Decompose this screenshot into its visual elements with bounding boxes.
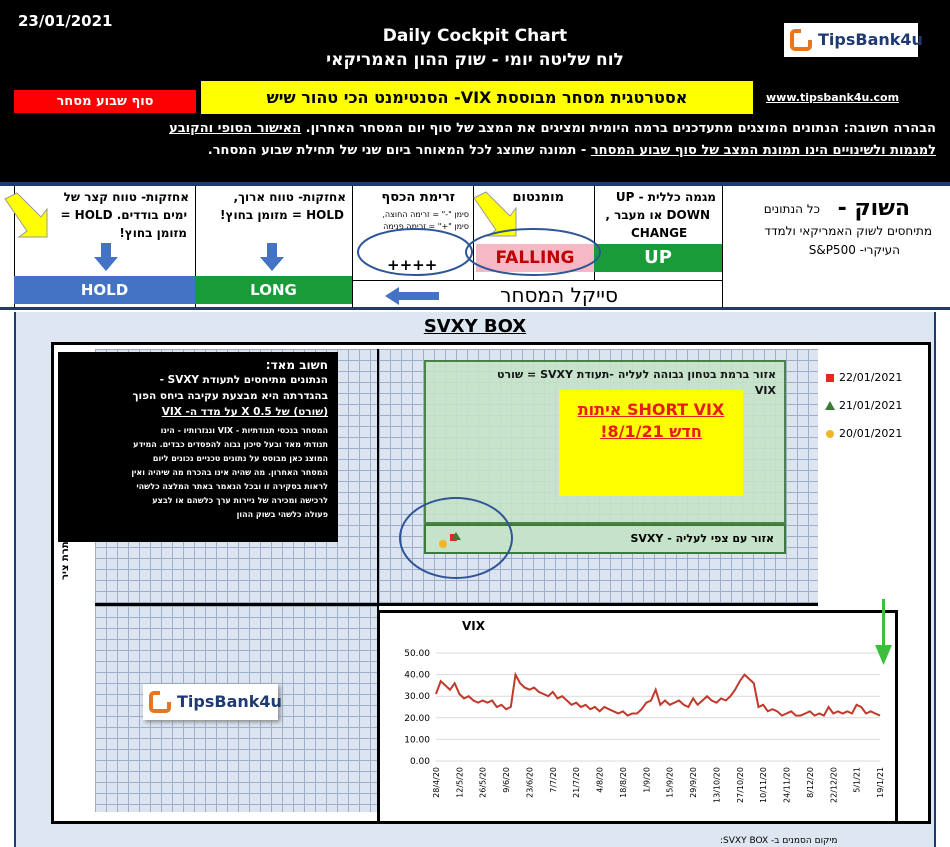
legend-label: 20/01/2021 <box>839 427 903 440</box>
x-tick-label: 27/10/20 <box>735 767 745 803</box>
important-line: המסחר האחרון. מה שהיה אינו בהכרח מה שיהיה ואין <box>131 468 328 477</box>
yellow-arrow-icon <box>3 191 51 239</box>
short-value: HOLD <box>14 276 195 304</box>
x-tick-label: 5/1/21 <box>852 767 862 793</box>
important-line: בהגדרתה היא מבצעת עקיבה ביחס הפוך <box>132 390 328 402</box>
zone-bottom-text: אזור עם צפי לעליה - SVXY <box>630 532 774 545</box>
marker-20-01 <box>439 540 447 548</box>
signal-line-1: איתות SHORT VIX <box>577 400 725 419</box>
down-arrow-icon <box>92 243 120 273</box>
important-title: חשוב מאד: <box>265 358 328 372</box>
money-title: זרימת הכסף <box>381 190 455 205</box>
website-link[interactable]: www.tipsbank4u.com <box>766 91 900 104</box>
logo-text: TipsBank4u <box>818 30 923 49</box>
markers-ellipse <box>398 494 518 584</box>
date-label: 23/01/2021 <box>18 12 113 30</box>
legend-triangle-icon <box>825 401 835 411</box>
trend-sub-1: DOWN או מעבר , <box>605 208 710 222</box>
money-value: ++++ <box>387 256 438 274</box>
zone-top-text-1: אזור ברמת בטחון גבוהה לעליה -תעודת SVXY = שורט <box>497 368 776 381</box>
green-down-arrow-icon <box>874 599 894 667</box>
important-line: (שורט) של X 0.5 על מדד ה- VIX <box>161 406 328 418</box>
y-tick-label: 40.00 <box>404 670 430 681</box>
notice-text-2a: למגמות ולשינויים הינו תמונת המצב של סוף שבוע המסחר <box>590 143 936 158</box>
axis-horizontal <box>95 603 818 606</box>
x-tick-label: 26/5/20 <box>478 767 488 798</box>
x-tick-label: 15/9/20 <box>665 767 675 798</box>
important-line: תנודתי מאד ובעל סיכון גבוה להפסדים כבדים. המידע <box>133 440 328 449</box>
x-tick-label: 19/1/21 <box>876 767 885 798</box>
x-tick-label: 24/11/20 <box>782 767 792 803</box>
market-cell <box>722 186 940 308</box>
cycle-row <box>352 280 722 308</box>
x-tick-label: 13/10/20 <box>712 767 722 803</box>
market-sub-2: מתיחסים לשוק האמריקאי ולמדד <box>764 224 932 238</box>
notice-line-2 <box>12 143 936 158</box>
notice-text-2b: - תמונה שתוצג לכל המאוחר ביום שני של תחילת שבוע המסחר. <box>207 143 587 158</box>
vix-chart-title: VIX <box>462 619 486 633</box>
y-tick-label: 30.00 <box>404 692 430 703</box>
long-sub: HOLD = מזומן בחוץ! <box>220 208 344 222</box>
x-tick-label: 9/6/20 <box>502 767 512 793</box>
x-tick-label: 1/9/20 <box>642 767 652 793</box>
logo-box[interactable] <box>784 23 923 57</box>
short-sub-1: ימים בודדים. HOLD = <box>60 208 187 222</box>
long-value: LONG <box>195 276 352 304</box>
important-line: הנתונים מתיחסים לתעודת SVXY - <box>159 374 328 386</box>
short-title: אחזקות- טווח קצר של <box>63 190 189 204</box>
x-tick-label: 22/12/20 <box>829 767 839 803</box>
short-sub-2: מזומן בחוץ! <box>119 226 187 240</box>
market-sub-1: כל הנתונים <box>763 202 820 216</box>
money-sub-2: סימן "+" = זרימה פנימה <box>383 222 469 231</box>
zone-top-text-2: VIX <box>754 384 776 397</box>
logo-icon <box>790 29 812 51</box>
y-tick-label: 0.00 <box>409 757 430 767</box>
important-line: המסחר בנכסי תנודתיות - VIX ונגזרותיו - הינו <box>160 426 328 435</box>
x-tick-label: 23/6/20 <box>525 767 535 798</box>
x-tick-label: 18/8/20 <box>618 767 628 798</box>
legend-square-icon <box>826 374 834 382</box>
highlight-ellipse <box>463 226 603 278</box>
momentum-value: FALLING <box>476 244 594 272</box>
notice-text-1b: האישור הסופי והקובע <box>169 121 302 136</box>
market-title: השוק - <box>837 196 910 221</box>
logo-box-2 <box>143 684 282 720</box>
x-tick-label: 10/11/20 <box>759 767 769 803</box>
notice-text-1a: הבהרה חשובה: הנתונים המוצגים מתעדכנים ברמה היומית ומציגים את המצב של סוף יום המסחר האחרון. <box>305 121 936 136</box>
legend-label: 22/01/2021 <box>839 371 903 384</box>
trend-value: UP <box>594 244 722 272</box>
momentum-title: מומנטום <box>512 190 564 205</box>
x-tick-label: 21/7/20 <box>572 767 582 798</box>
svxy-title: SVXY BOX <box>423 316 527 337</box>
important-note <box>58 352 338 542</box>
logo-text: TipsBank4u <box>177 692 282 711</box>
highlight-ellipse <box>355 226 475 278</box>
x-tick-label: 29/9/20 <box>689 767 699 798</box>
y-tick-label: 20.00 <box>404 713 430 724</box>
logo-icon <box>149 691 171 713</box>
down-arrow-icon <box>258 243 286 273</box>
title-en: Daily Cockpit Chart <box>382 26 568 46</box>
title-he: לוח שליטה יומי - שוק ההון האמריקאי <box>326 50 624 70</box>
long-title: אחזקות- טווח ארוך, <box>233 190 346 204</box>
x-tick-label: 28/4/20 <box>432 767 441 798</box>
trend-title: מגמה כללית - UP <box>615 190 716 204</box>
money-sub-1: סימן "-" = זרימה החוצה, <box>382 210 469 219</box>
notice-line-1 <box>12 121 936 136</box>
signal-line-2: חדש 8/1/21! <box>600 422 702 441</box>
footer-note: מיקום הסמנים ב- SVXY BOX: <box>720 836 838 846</box>
x-tick-label: 7/7/20 <box>548 767 558 793</box>
trend-sub-2: CHANGE <box>631 226 688 240</box>
weekend-badge: סוף שבוע מסחר <box>14 90 196 113</box>
y-tick-label: 50.00 <box>404 649 430 659</box>
important-line: המוצג כאן מבוסס על נתונים טכניים נכונים ליום <box>152 454 328 463</box>
y-tick-label: 10.00 <box>404 735 430 746</box>
cycle-label: סייקל המסחר <box>500 283 618 307</box>
x-tick-label: 4/8/20 <box>595 767 605 793</box>
strategy-banner: אסטרטגית מסחר מבוססת VIX- הסנטימנט הכי טהור שיש <box>201 81 753 114</box>
signal-box <box>559 390 743 496</box>
legend-label: 21/01/2021 <box>839 399 903 412</box>
axis-y-title: כותרת ציר <box>60 532 71 580</box>
important-line: לרכישה ומכירה של ניירות ערך כלשהם או לבצע <box>152 496 328 505</box>
x-tick-label: 8/12/20 <box>805 767 815 798</box>
important-line: לראות בסקירה זו ובכל הנאמר באתר המלצה כלשהי <box>136 482 328 491</box>
legend-circle-icon <box>826 430 834 438</box>
vix-chart <box>380 613 895 821</box>
important-line: פעולה כלשהי בשוק ההון <box>236 510 328 519</box>
vix-series-line <box>436 675 880 716</box>
x-tick-label: 12/5/20 <box>455 767 465 798</box>
market-sub-3: העיקרי- S&P500 <box>808 243 900 257</box>
left-arrow-icon <box>385 287 439 305</box>
